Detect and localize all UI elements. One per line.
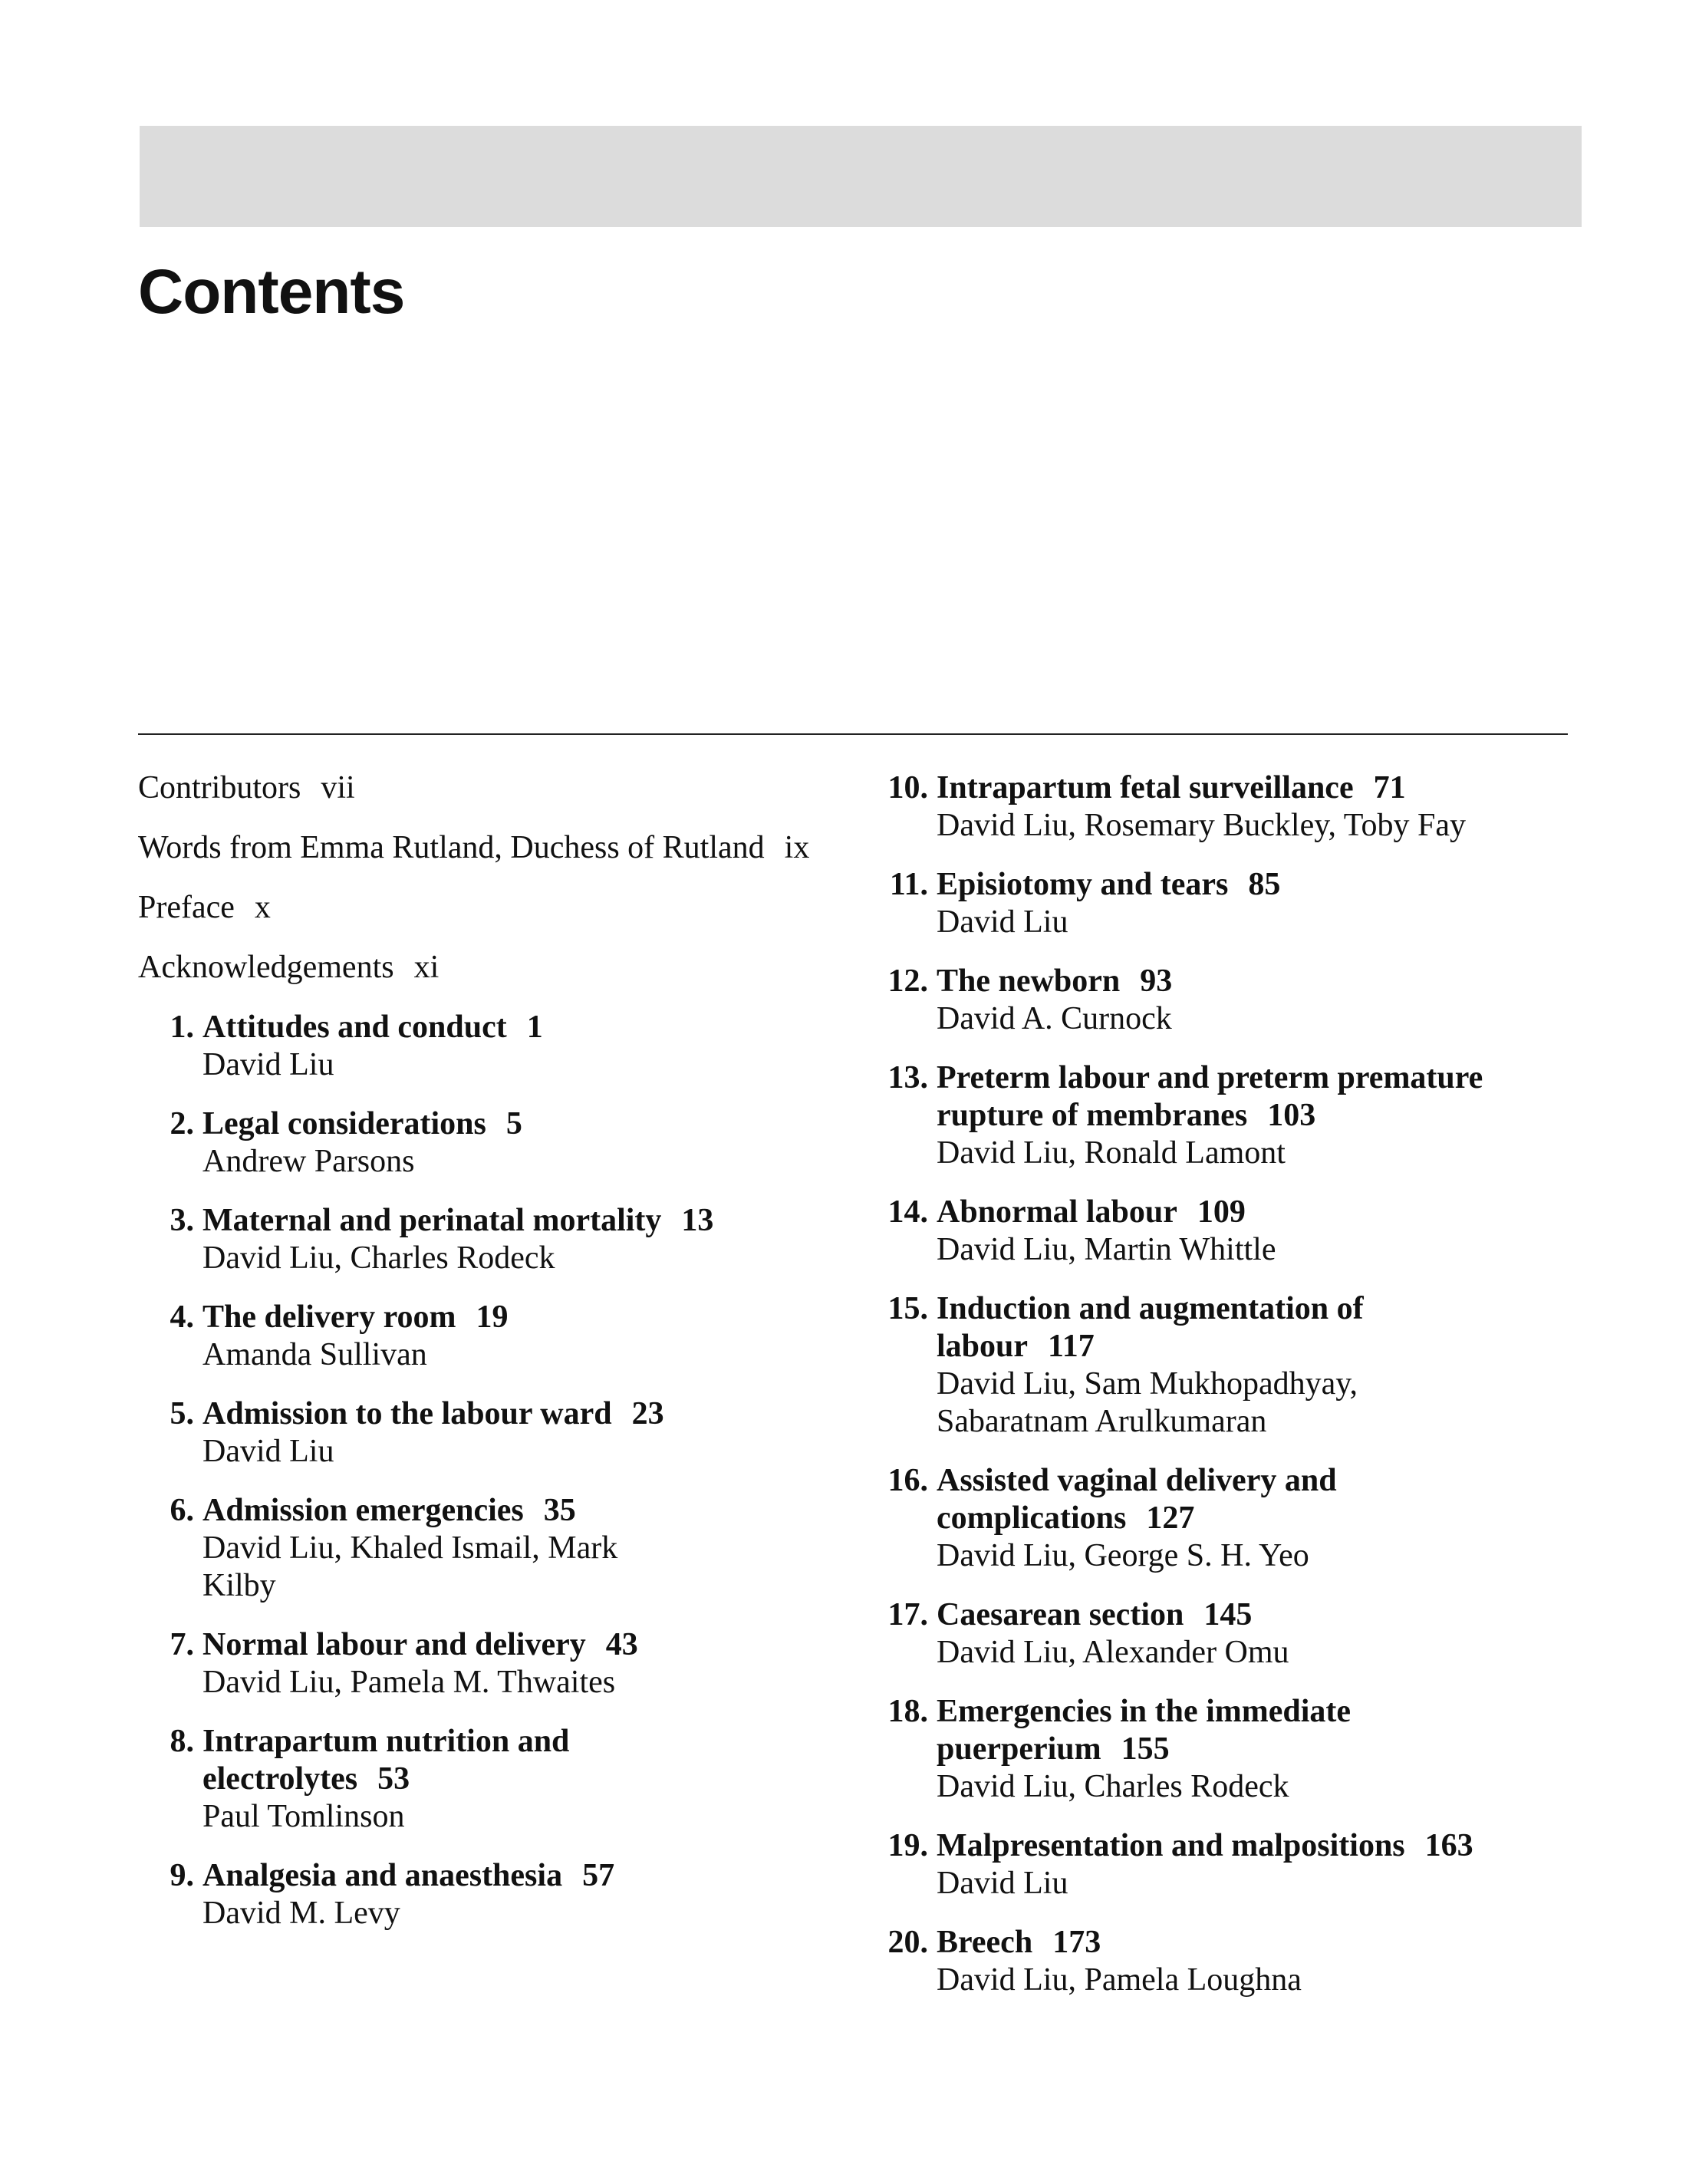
- chapter-entry[interactable]: [881, 1194, 1556, 1269]
- chapter-title: Admission emergencies: [202, 1493, 524, 1528]
- chapter-authors: David Liu, Rosemary Buckley, Toby Fay: [937, 808, 1466, 843]
- chapter-page: 117: [1048, 1329, 1095, 1364]
- chapter-entry[interactable]: [138, 1299, 828, 1374]
- chapter-number: 9.: [170, 1858, 194, 1893]
- chapter-entry[interactable]: [138, 1723, 828, 1836]
- chapter-authors: David Liu, Ronald Lamont: [937, 1135, 1286, 1171]
- chapter-authors: David A. Curnock: [937, 1001, 1172, 1036]
- entry-page: x: [254, 890, 271, 925]
- chapter-entry[interactable]: [881, 1827, 1556, 1902]
- chapter-page: 93: [1140, 964, 1173, 999]
- chapter-page: 57: [582, 1858, 615, 1893]
- chapter-number: 15.: [887, 1291, 928, 1326]
- chapter-entry[interactable]: [138, 1009, 828, 1084]
- chapter-number: 10.: [887, 770, 928, 805]
- chapter-entry[interactable]: [881, 1059, 1556, 1172]
- front-matter-entry[interactable]: [138, 829, 828, 867]
- chapter-title: Preterm labour and preterm premature rupture of membranes: [937, 1060, 1483, 1133]
- chapter-number: 3.: [170, 1203, 194, 1238]
- chapter-title: Analgesia and anaesthesia: [202, 1858, 563, 1893]
- chapter-number: 18.: [887, 1694, 928, 1729]
- front-matter-entry[interactable]: [138, 889, 828, 927]
- entry-page: vii: [321, 770, 355, 805]
- entry-title: Preface: [138, 890, 235, 925]
- chapter-entry[interactable]: [881, 1462, 1556, 1575]
- chapter-page: 1: [526, 1010, 543, 1045]
- entry-title: Words from Emma Rutland, Duchess of Rutland: [138, 830, 765, 865]
- chapter-entry[interactable]: [138, 1395, 828, 1471]
- chapter-page: 23: [631, 1396, 664, 1431]
- chapter-page: 155: [1121, 1731, 1170, 1767]
- chapter-authors: David Liu, Martin Whittle: [937, 1232, 1276, 1267]
- chapter-authors: David Liu: [937, 904, 1068, 940]
- chapter-title: Malpresentation and malpositions: [937, 1828, 1405, 1863]
- entry-title: Contributors: [138, 770, 301, 805]
- chapter-page: 43: [605, 1627, 638, 1662]
- chapter-page: 127: [1146, 1500, 1195, 1536]
- entry-page: xi: [413, 950, 440, 985]
- chapter-title: Caesarean section: [937, 1597, 1184, 1632]
- entry-title: Acknowledgements: [138, 950, 394, 985]
- chapter-authors: David Liu, Alexander Omu: [937, 1635, 1289, 1670]
- chapter-authors: David Liu, Charles Rodeck: [937, 1769, 1289, 1804]
- chapter-authors: David Liu, Charles Rodeck: [202, 1240, 555, 1276]
- chapter-page: 35: [543, 1493, 576, 1528]
- chapter-page: 103: [1267, 1098, 1316, 1133]
- chapter-authors: Andrew Parsons: [202, 1144, 415, 1179]
- entry-page: ix: [784, 830, 810, 865]
- divider-rule: [138, 733, 1568, 735]
- chapter-number: 12.: [887, 964, 928, 999]
- chapter-authors: David Liu, Khaled Ismail, Mark Kilby: [202, 1530, 618, 1603]
- chapter-number: 14.: [887, 1194, 928, 1230]
- chapter-authors: David Liu, George S. H. Yeo: [937, 1538, 1309, 1573]
- chapter-number: 2.: [170, 1106, 194, 1141]
- chapter-authors: David Liu, Pamela M. Thwaites: [202, 1665, 616, 1700]
- chapter-number: 20.: [887, 1925, 928, 1960]
- chapter-number: 19.: [887, 1828, 928, 1863]
- toc-left-column: [138, 769, 828, 1954]
- chapter-authors: Paul Tomlinson: [202, 1799, 405, 1834]
- chapter-number: 11.: [889, 867, 928, 902]
- front-matter-entry[interactable]: [138, 949, 828, 987]
- front-matter-entry[interactable]: [138, 769, 828, 807]
- chapter-authors: David Liu: [202, 1434, 334, 1469]
- chapter-page: 5: [505, 1106, 522, 1141]
- chapter-entry[interactable]: [881, 963, 1556, 1038]
- chapter-title: Maternal and perinatal mortality: [202, 1203, 662, 1238]
- chapter-number: 1.: [170, 1010, 194, 1045]
- chapter-title: Normal labour and delivery: [202, 1627, 586, 1662]
- chapter-title: The newborn: [937, 964, 1121, 999]
- chapter-page: 53: [377, 1761, 410, 1797]
- chapter-entry[interactable]: [881, 769, 1556, 845]
- chapter-title: Intrapartum nutrition and electrolytes: [202, 1724, 570, 1797]
- chapter-page: 85: [1248, 867, 1281, 902]
- chapter-entry[interactable]: [138, 1202, 828, 1277]
- chapter-entry[interactable]: [881, 1596, 1556, 1672]
- chapter-title: Episiotomy and tears: [937, 867, 1229, 902]
- chapter-page: 173: [1052, 1925, 1101, 1960]
- chapter-authors: David Liu: [937, 1866, 1068, 1901]
- chapter-entry[interactable]: [138, 1105, 828, 1181]
- chapter-number: 17.: [887, 1597, 928, 1632]
- chapter-number: 6.: [170, 1493, 194, 1528]
- chapter-entry[interactable]: [881, 1924, 1556, 1999]
- chapter-authors: Amanda Sullivan: [202, 1337, 427, 1372]
- toc-right-column: [881, 769, 1556, 2021]
- chapter-page: 109: [1197, 1194, 1246, 1230]
- chapter-page: 13: [681, 1203, 714, 1238]
- page-title: Contents: [138, 257, 405, 327]
- chapter-authors: David Liu, Pamela Loughna: [937, 1962, 1302, 1998]
- chapter-title: Attitudes and conduct: [202, 1010, 507, 1045]
- chapter-entry[interactable]: [138, 1492, 828, 1605]
- chapter-entry[interactable]: [138, 1626, 828, 1701]
- chapter-page: 145: [1203, 1597, 1253, 1632]
- chapter-entry[interactable]: [881, 1693, 1556, 1806]
- chapter-page: 19: [476, 1300, 509, 1335]
- chapter-number: 4.: [170, 1300, 194, 1335]
- chapter-title: Breech: [937, 1925, 1033, 1960]
- chapter-entry[interactable]: [138, 1857, 828, 1932]
- chapter-authors: David M. Levy: [202, 1896, 400, 1931]
- chapter-title: The delivery room: [202, 1300, 456, 1335]
- chapter-title: Admission to the labour ward: [202, 1396, 612, 1431]
- chapter-title: Assisted vaginal delivery and complications: [937, 1463, 1337, 1536]
- chapter-number: 16.: [887, 1463, 928, 1498]
- chapter-entry[interactable]: [881, 866, 1556, 941]
- chapter-page: 163: [1424, 1828, 1473, 1863]
- chapter-title: Induction and augmentation of labour: [937, 1291, 1364, 1364]
- chapter-number: 7.: [170, 1627, 194, 1662]
- chapter-title: Emergencies in the immediate puerperium: [937, 1694, 1352, 1767]
- chapter-number: 13.: [887, 1060, 928, 1095]
- chapter-entry[interactable]: [881, 1290, 1556, 1441]
- chapter-number: 8.: [170, 1724, 194, 1759]
- header-band: [140, 126, 1582, 227]
- chapter-title: Legal considerations: [202, 1106, 486, 1141]
- chapter-authors: David Liu, Sam Mukhopadhyay, Sabaratnam Arulkumaran: [937, 1366, 1358, 1439]
- chapter-authors: David Liu: [202, 1047, 334, 1082]
- chapter-title: Intrapartum fetal surveillance: [937, 770, 1354, 805]
- chapter-number: 5.: [170, 1396, 194, 1431]
- chapter-page: 71: [1373, 770, 1406, 805]
- chapter-title: Abnormal labour: [937, 1194, 1177, 1230]
